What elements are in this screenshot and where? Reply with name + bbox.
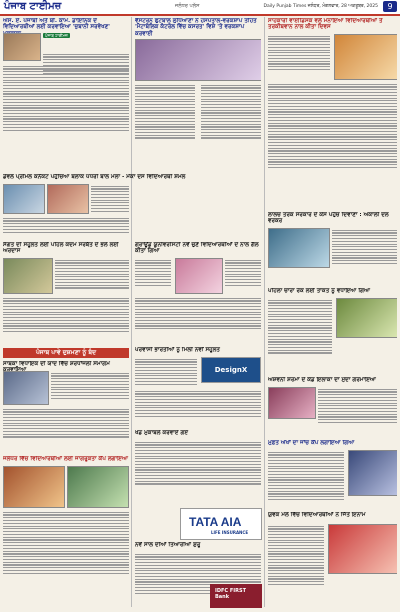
- article-headline: ਨਵੇਂ ਸਾਲ ਦੀਆਂ ਤਿਆਰੀਆਂ ਸ਼ੁਰੂ: [135, 542, 201, 548]
- masthead-date: Daily Punjab Times ਜਲੰਧਰ, ਮੰਗਲਵਾਰ, 28 ਅਕਤੂਬਰ, 2025: [263, 4, 378, 9]
- article-photo: [67, 466, 129, 508]
- article-body: [91, 184, 129, 213]
- article-body: [135, 440, 261, 486]
- article-headline: ਸਾਬਕਾ ਵਿਧਾਇਕ ਦੀ ਯਾਦ ਵਿੱਚ ਸ਼ਰਧਾਂਜਲੀ ਸਮਾਗਮ: [3, 361, 110, 367]
- tata-aia-title: TATA AIA: [189, 515, 242, 529]
- article-photo: [268, 387, 316, 419]
- article-body: [201, 83, 261, 140]
- idfc-bank-ad-text: IDFC FIRST Bank: [215, 588, 246, 600]
- article-photo: [3, 466, 65, 508]
- article-photo: [328, 524, 397, 574]
- article-headline: ਵੈਸਟਰਨ ਫੁਟਬਾਲ ਲੁਧਿਆਣਾ ਨੇ ਹਸਪੱਤਾਲ-ਵਰਕਸ਼ਾਪ ਤਹਿਤ 'ਮੈਟਾਬੋਲਿਕ ਕੰਟਰੋਲ ਵਿੱਚ ਕਸਰਤ' ਵਿਸ਼ੇ 'ਤੇ ਵਰਕਸ਼ਾਪ ਕਰਵਾਈ: [135, 18, 257, 37]
- article-body: [268, 82, 397, 170]
- article-body: [135, 357, 197, 386]
- designx-ad[interactable]: [201, 357, 261, 383]
- article-body: [268, 298, 332, 355]
- article-photo: [3, 33, 41, 61]
- article-body: [332, 228, 397, 266]
- article-akali: [268, 212, 397, 284]
- article-education: [3, 18, 129, 170]
- article-body: [51, 371, 129, 400]
- article-photo: [336, 298, 397, 338]
- masthead: [0, 0, 400, 16]
- section-banner: ਪੰਜਾਬ ਪਾਵੇ ਦੁਸ਼ਮਣਾ ਨੂੰ ਬੰਦ: [3, 348, 129, 358]
- article-awareness: [3, 456, 129, 606]
- article-body: [3, 64, 129, 132]
- article-body: [135, 83, 195, 140]
- article-body: [3, 296, 129, 334]
- article-photo: [3, 258, 53, 294]
- article-body: [3, 216, 129, 234]
- article-headline: ਯੁਵਕ ਮੇਲੇ ਵਿੱਚ ਵਿਦਿਆਰਥੀਆਂ ਨੇ ਜਿੱਤੇ ਇਨਾਮ: [268, 512, 366, 518]
- article-body: [268, 450, 344, 502]
- divider: [131, 17, 132, 607]
- article-headline: ਪਹਿਲਾ ਚਾਰਾ ਰੋਕ ਲਈ ਤਾਕਤ ਨੂੰ ਵਧਾਇਆ ਗਿਆ: [268, 288, 371, 294]
- article-sports: [135, 430, 261, 500]
- article-photo: [135, 39, 261, 81]
- article-headline: ਲਾਲਚ ਤਰਕ ਸਰਕਾਰ ਦੇ ਕੇਸ ਪਹੁੰਚ ਦਿਵਾਣਾ : ਅਕਾਲੀ ਦਲ ਵਰਕਰ: [268, 212, 389, 225]
- article-workshop: [135, 18, 261, 170]
- article-photo: [3, 371, 49, 405]
- article-headline: ਪਰਵਾਸੀ ਭਾਰਤੀਆਂ ਨੂੰ ਮਿਲੀ ਨਵੀਂ ਸਹੂਲਤ: [135, 347, 220, 353]
- article-body: [3, 407, 129, 439]
- article-body: [268, 34, 330, 72]
- article-sangat: [3, 242, 129, 342]
- article-youth-fest: [268, 512, 397, 606]
- article-headline: ਡੇਵਲੋ ਪ੍ਰੀਮਲ ਕਨੈਕਟ ਪਹੁੰਚਿਆ ਬਲਾਕ ਪੱਧਰੀ ਬਾਲ ਮੇਲਾ - ਮੌਕਾ ਦਸ ਵਿਦਿਆਰਥੀ ਸ਼ਮਲ: [3, 174, 186, 180]
- article-cooperative: [268, 18, 397, 208]
- article-photo: [47, 184, 89, 214]
- article-headline: ਖੇਡ ਮੁਕਾਬਲੇ ਕਰਵਾਏ ਗਏ: [135, 430, 189, 436]
- article-body: [135, 296, 261, 331]
- article-nri: [135, 347, 261, 427]
- masthead-title: ਪੰਜਾਬ ਟਾਈਮਜ਼: [4, 1, 62, 12]
- article-headline: ਐਸ. ਏ. ਪੰਜਾਬੀ ਅਤੇ ਬੀ. ਕਾਮ. ਡਾਇਨਿਕ ਦੇ ਵਿਦਿਆਰਥੀਆਂ ਲਈ ਕਰਵਾਇਆ 'ਜ਼ੁਬਾਨੀ ਸਰਵੇਖਣ': [3, 18, 111, 31]
- article-body: [55, 258, 129, 290]
- article-fair: [3, 174, 261, 238]
- article-headline: ਸੰਗਤ ਦੀ ਸਹੂਲਤ ਲਈ ਪਹਿਲ ਕਦਮ ਸਰਬੱਤ ਦੇ ਭਲੇ ਲਈ ਅਰਦਾਸ: [3, 242, 119, 255]
- article-headline: ਮੁਫ਼ਤ ਅੱਖਾਂ ਦਾ ਜਾਂਚ ਕੈਂਪ ਲਗਾਇਆ ਗਿਆ: [268, 440, 355, 446]
- page-number: 9: [383, 1, 397, 12]
- article-eye-camp: [268, 440, 397, 508]
- article-body: [135, 258, 171, 287]
- article-body: [135, 389, 261, 418]
- masthead-center: ਜਲੰਧਰ ਪਲੱਸ: [175, 3, 200, 9]
- article-university: [135, 242, 261, 342]
- article-photo: [348, 450, 397, 496]
- divider: [264, 17, 265, 607]
- article-headline: ਜਲੰਧਰ ਵਿੱਚ ਵਿਦਿਆਰਥੀਆਂ ਲਈ ਜਾਗਰੂਕਤਾ ਕੈਂਪ ਲਗਾਇਆ: [3, 456, 129, 462]
- article-photo: [268, 228, 330, 268]
- article-body: [3, 510, 129, 576]
- article-tribute: [3, 361, 129, 451]
- article-headline: ਗਰਾਊਂਡ ਯੂਨੀਵਰਸਿਟੀ ਨਵੇਂ ਚੁਣੇ ਵਿਦਿਆਰਥੀਆਂ ਦੇ ਨਾਲ ਗੱਲ ਕੀਤਾ ਗਿਆ: [135, 242, 259, 255]
- tata-aia-ad[interactable]: [180, 508, 262, 540]
- article-photo: [175, 258, 223, 294]
- article-photo: [334, 34, 397, 80]
- article-photo: [3, 184, 45, 214]
- article-strength: [268, 288, 397, 374]
- designx-ad-text: DesignX: [214, 366, 248, 374]
- article-body: [225, 258, 261, 287]
- article-headline: ਸਾਹਕਾਰੀ ਵਾਈਡਿਸਕ ਵਲੋਂ ਮਨਾਇਆ ਵਿਦਿਆਰਥੀਆਂ ਤੇ ਤਰਕੀਬਵਾਨ ਨਾਲ ਕੀਤਾ ਦਿਵਸ: [268, 18, 383, 31]
- article-body: [318, 387, 397, 425]
- source-tag: ਪੰਜਾਬ ਟਾਈਮਜ਼: [45, 33, 68, 38]
- idfc-bank-ad[interactable]: [210, 584, 262, 608]
- article-body: [268, 524, 324, 587]
- article-sharma: [268, 377, 397, 437]
- tata-aia-subtitle: LIFE INSURANCE: [211, 530, 249, 535]
- article-headline: ਅਸ਼ਵਨੀ ਸ਼ਰਮਾ ਦੇ ਕੋਡ ਇਲਾਕਾ ਦਾ ਮੁੱਦਾ ਗਰਮਾਇਆ: [268, 377, 377, 383]
